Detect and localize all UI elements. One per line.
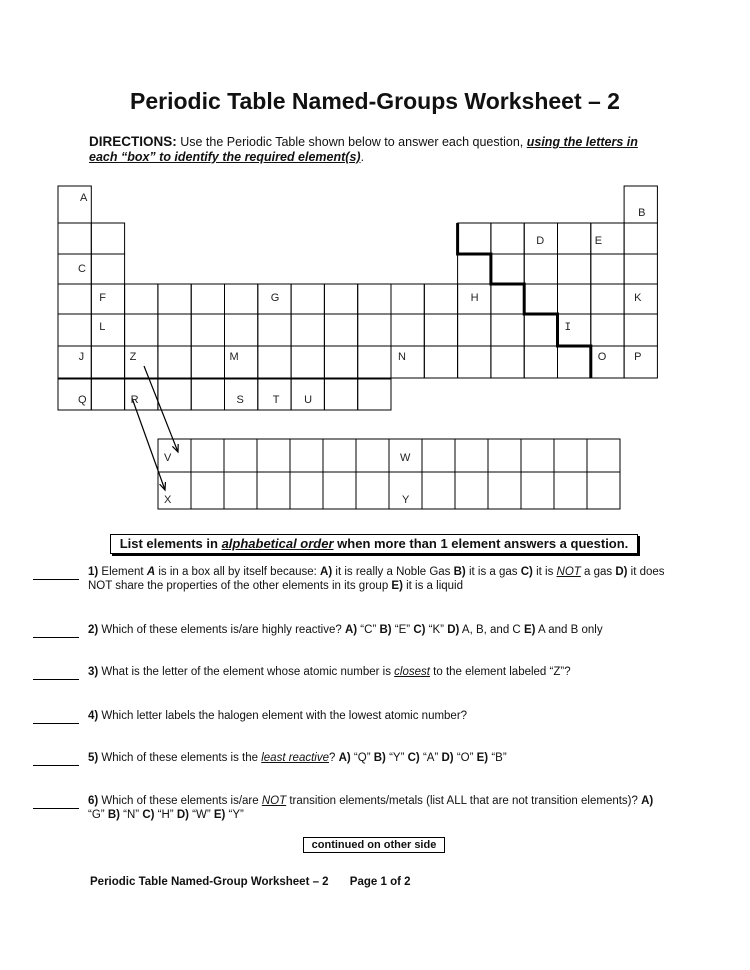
f-block-cell: [290, 472, 323, 509]
question-text: “H”: [154, 809, 177, 821]
element-label-l: L: [99, 321, 106, 333]
question-text: it is a liquid: [402, 580, 464, 592]
table-cell: [491, 254, 524, 284]
table-cell: [191, 346, 224, 378]
question-number: 3): [88, 666, 102, 678]
option-letter: A): [338, 752, 351, 764]
table-cell: [358, 346, 391, 378]
table-cell: [324, 346, 357, 378]
answer-blank[interactable]: [33, 765, 79, 766]
table-cell: [524, 254, 557, 284]
question-3: [88, 665, 668, 679]
arrow-to-actinides: [132, 398, 165, 490]
page-footer: [90, 876, 411, 888]
table-cell: [424, 346, 457, 378]
question-text: a gas: [580, 566, 616, 578]
table-cell: [225, 284, 258, 314]
element-label-e: E: [594, 235, 603, 247]
table-cell: [591, 346, 624, 378]
question-text: “E”: [391, 624, 414, 636]
element-label-v: V: [164, 452, 172, 464]
directions-emphasis: using the letters in each “box” to identify the required element(s): [89, 135, 638, 164]
answer-blank[interactable]: [33, 808, 79, 809]
f-block-cell: [224, 439, 257, 472]
option-letter: C): [520, 566, 533, 578]
question-6: [88, 794, 668, 822]
table-cell: [158, 346, 191, 378]
table-cell: [258, 346, 291, 378]
f-block-cell: [191, 439, 224, 472]
table-cell: [291, 346, 324, 378]
table-cell: [558, 223, 591, 254]
table-cell: [158, 284, 191, 314]
f-block-cell: [422, 472, 455, 509]
answer-blank[interactable]: [33, 637, 79, 638]
element-label-b: B: [638, 207, 646, 219]
table-cell: [591, 314, 624, 346]
table-cell: [91, 254, 124, 284]
table-cell: [491, 314, 524, 346]
question-text: Which of these elements is/are: [101, 795, 262, 807]
table-cell: [458, 346, 491, 378]
element-label-w: W: [400, 452, 411, 464]
element-label-j: J: [78, 352, 85, 364]
f-block-cell: [521, 472, 554, 509]
f-block-cell: [521, 439, 554, 472]
question-text: to the element labeled “Z”?: [429, 666, 571, 678]
question-2: [88, 623, 668, 637]
option-letter: B): [379, 624, 392, 636]
f-block-cell: [554, 439, 587, 472]
table-cell: [524, 346, 557, 378]
f-block-cell: [356, 439, 389, 472]
element-label-t: T: [272, 394, 280, 406]
question-text: What is the letter of the element whose atomic number is: [101, 666, 395, 678]
table-cell: [358, 284, 391, 314]
table-cell: [391, 284, 424, 314]
page-title: Periodic Table Named-Groups Worksheet – 2: [130, 88, 620, 114]
table-cell: [624, 254, 657, 284]
table-cell: [91, 379, 124, 410]
table-cell: [324, 284, 357, 314]
element-label-c: C: [78, 263, 86, 275]
element-label-h: H: [470, 292, 479, 304]
question-text: it does NOT share the properties of the other elements in its group: [88, 566, 665, 592]
question-text: “G”: [88, 809, 108, 821]
table-cell: [191, 284, 224, 314]
option-letter: D): [441, 752, 454, 764]
question-number: 1): [88, 566, 102, 578]
directions-label: DIRECTIONS:: [89, 134, 177, 149]
f-block-cell: [488, 439, 521, 472]
emphasis-text: NOT: [556, 566, 581, 578]
table-cell: [558, 284, 591, 314]
table-cell: [91, 346, 124, 378]
table-cell: [91, 314, 124, 346]
emphasis-text: least reactive: [261, 752, 329, 764]
element-label-f: F: [99, 292, 107, 304]
question-text: “Y”: [385, 752, 408, 764]
option-letter: E): [476, 752, 489, 764]
table-cell: [424, 314, 457, 346]
question-text: transition elements/metals (list ALL that are not transition elements)?: [286, 795, 642, 807]
table-cell: [158, 379, 191, 410]
table-cell: [391, 346, 424, 378]
option-letter: C): [413, 624, 426, 636]
table-cell: [358, 314, 391, 346]
question-number: 5): [88, 752, 102, 764]
question-text: “O”: [453, 752, 477, 764]
footer-page-number: Page 1 of 2: [349, 876, 411, 888]
question-number: 2): [88, 624, 102, 636]
f-block-cell: [455, 439, 488, 472]
element-label-r: R: [130, 394, 139, 406]
table-cell: [491, 223, 524, 254]
option-letter: D): [615, 566, 628, 578]
table-cell: [591, 284, 624, 314]
question-number: 6): [88, 795, 102, 807]
f-block-cell: [422, 439, 455, 472]
table-cell: [58, 254, 91, 284]
option-letter: C): [407, 752, 420, 764]
question-text: Which of these elements is the: [101, 752, 262, 764]
table-cell: [491, 284, 524, 314]
question-text: it is a gas: [465, 566, 521, 578]
table-cell: [125, 314, 158, 346]
table-cell: [324, 314, 357, 346]
option-letter: B): [373, 752, 386, 764]
element-label-q: Q: [78, 394, 87, 406]
option-letter: B): [453, 566, 466, 578]
f-block-cell: [257, 439, 290, 472]
f-block-cell: [290, 439, 323, 472]
table-cell: [458, 254, 491, 284]
table-cell: [524, 314, 557, 346]
f-block-cell: [488, 472, 521, 509]
table-cell: [558, 314, 591, 346]
continued-note: continued on other side: [303, 837, 445, 853]
emphasis-text: closest: [394, 666, 430, 678]
element-label-s: S: [236, 394, 244, 406]
directions: DIRECTIONS: Use the Periodic Table shown below to answer each question, using the letters in each “box” to identify the required element(s).: [89, 134, 638, 164]
table-cell: [258, 314, 291, 346]
question-text: A and B only: [535, 624, 603, 636]
option-letter: D): [447, 624, 460, 636]
element-label-z: Z: [129, 351, 137, 363]
table-cell: [558, 254, 591, 284]
f-block-cell: [224, 472, 257, 509]
answer-blank[interactable]: [33, 723, 79, 724]
question-text: “C”: [357, 624, 380, 636]
table-cell: [324, 379, 357, 410]
table-cell: [424, 284, 457, 314]
question-text: it is: [532, 566, 557, 578]
f-block-cell: [554, 472, 587, 509]
f-block-arrows: [132, 366, 178, 490]
option-letter: B): [107, 809, 120, 821]
directions-text: Use the Periodic Table shown below to answer each question,: [180, 135, 524, 149]
element-label-g: G: [270, 292, 280, 304]
answer-blank[interactable]: [33, 679, 79, 680]
option-letter: E): [523, 624, 536, 636]
element-label-u: U: [304, 394, 313, 406]
f-block-cell: [455, 472, 488, 509]
question-text: A, B, and C: [459, 624, 524, 636]
table-cell: [458, 314, 491, 346]
question-text: Element: [101, 566, 147, 578]
question-text: Which of these elements is/are highly reactive?: [101, 624, 345, 636]
question-text: “B”: [488, 752, 507, 764]
question-text: “N”: [119, 809, 143, 821]
question-4: [88, 709, 668, 723]
table-cell: [624, 223, 657, 254]
element-label-y: Y: [402, 494, 410, 506]
element-label-n: N: [398, 351, 406, 363]
question-1: [88, 565, 668, 593]
table-cell: [91, 223, 124, 254]
table-cell: [225, 314, 258, 346]
question-text: “K”: [425, 624, 448, 636]
option-letter: E): [391, 580, 403, 592]
table-cell: [591, 254, 624, 284]
table-cell: [291, 314, 324, 346]
list-instruction-heading: List elements in alphabetical order when more than 1 element answers a question.: [110, 534, 638, 554]
table-cell: [58, 314, 91, 346]
element-label-o: O: [597, 351, 607, 363]
element-label-k: K: [634, 292, 642, 304]
answer-blank[interactable]: [33, 579, 79, 580]
table-cell: [524, 284, 557, 314]
table-cell: [125, 284, 158, 314]
table-cell: [125, 379, 158, 410]
option-letter: A): [320, 566, 333, 578]
element-label-m: M: [229, 351, 239, 363]
question-text: ?: [329, 752, 339, 764]
question-number: 4): [88, 710, 102, 722]
option-letter: A): [641, 795, 654, 807]
element-ref: A: [146, 566, 156, 578]
table-cell: [58, 284, 91, 314]
f-block-cell: [323, 439, 356, 472]
question-5: [88, 751, 668, 765]
table-cell: [158, 314, 191, 346]
option-letter: A): [344, 624, 358, 636]
table-cell: [191, 379, 224, 410]
emphasis-text: NOT: [261, 795, 287, 807]
question-text: “Q”: [350, 752, 374, 764]
element-label-x: X: [164, 494, 172, 506]
table-cell: [458, 223, 491, 254]
f-block-cell: [158, 472, 191, 509]
table-cell: [491, 346, 524, 378]
table-cell: [58, 223, 91, 254]
f-block-cell: [191, 472, 224, 509]
option-letter: D): [176, 809, 189, 821]
question-text: “A”: [419, 752, 442, 764]
table-cell: [291, 284, 324, 314]
question-text: “W”: [188, 809, 214, 821]
question-text: “Y”: [225, 809, 244, 821]
f-block-cell: [257, 472, 290, 509]
table-cell: [58, 346, 91, 378]
table-cell: [391, 314, 424, 346]
table-cell: [191, 314, 224, 346]
element-label-a: A: [80, 192, 88, 204]
f-block-cell: [587, 472, 620, 509]
option-letter: C): [142, 809, 155, 821]
table-cell: [558, 346, 591, 378]
question-text: it is really a Noble Gas: [332, 566, 454, 578]
f-block-cell: [587, 439, 620, 472]
table-cell: [624, 314, 657, 346]
element-label-i: I: [564, 322, 572, 334]
option-letter: E): [213, 809, 226, 821]
question-text: Which letter labels the halogen element with the lowest atomic number?: [101, 710, 468, 722]
footer-title: Periodic Table Named-Group Worksheet – 2: [90, 876, 329, 888]
f-block-cell: [356, 472, 389, 509]
f-block-cell: [323, 472, 356, 509]
element-label-p: P: [634, 351, 642, 363]
table-cell: [91, 284, 124, 314]
question-text: is in a box all by itself because:: [155, 566, 321, 578]
table-cell: [358, 379, 391, 410]
element-label-d: D: [536, 235, 545, 247]
